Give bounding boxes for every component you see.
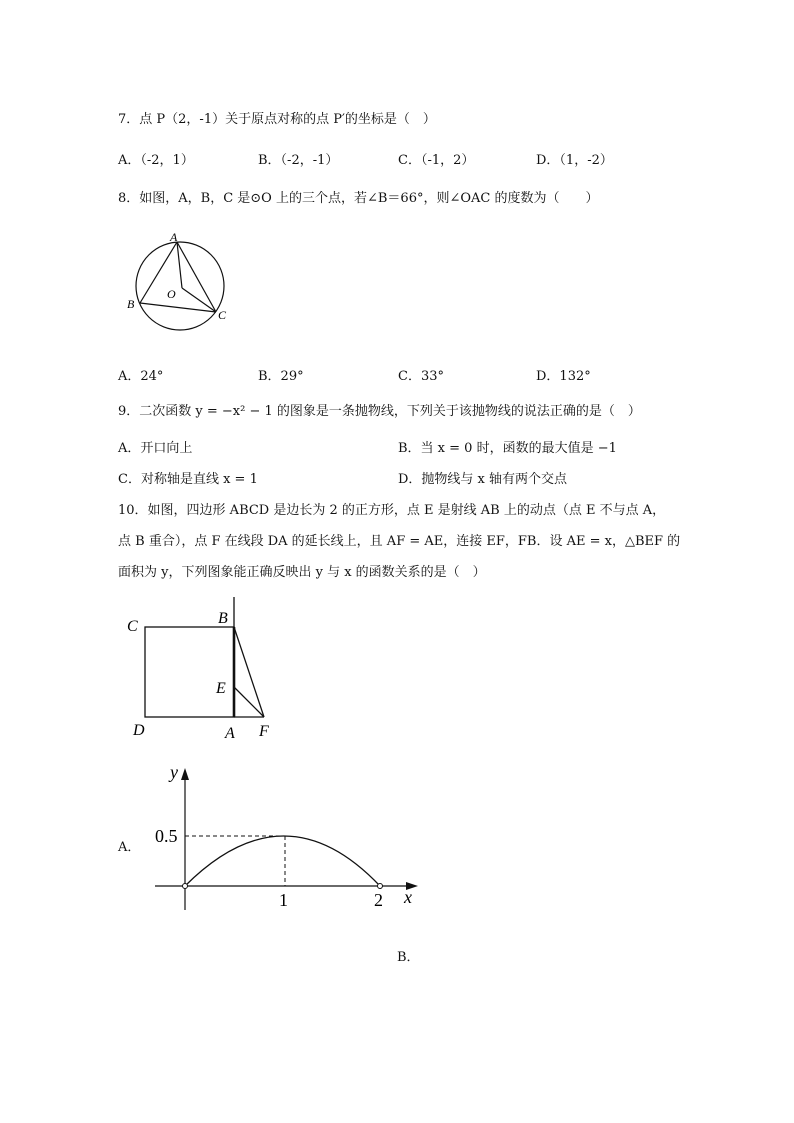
q10-option-b-label: B． <box>397 950 420 965</box>
q10-option-a-label: A． <box>118 840 141 855</box>
label-a: A <box>170 230 178 244</box>
q8-option-c: C．33° <box>398 369 444 384</box>
x-tick-1: 1 <box>279 890 288 910</box>
segment-ac <box>177 242 216 312</box>
circle-o <box>136 242 224 330</box>
q9-stem: 9．二次函数 y = −x² − 1 的图象是一条抛物线，下列关于该抛物线的说法正确的是（ ） <box>118 404 641 419</box>
label-a: A <box>225 725 235 742</box>
y-tick-label: 0.5 <box>155 826 178 846</box>
y-axis-label: y <box>170 762 178 782</box>
q9-option-b: B．当 x = 0 时，函数的最大值是 −1 <box>398 441 617 456</box>
label-d: D <box>133 722 145 739</box>
x-axis-label: x <box>404 887 412 907</box>
segment-fb <box>234 627 264 717</box>
q7-stem: 7．点 P（2，-1）关于原点对称的点 P′的坐标是（ ） <box>118 112 436 127</box>
q10-stem-line1: 10．如图，四边形 ABCD 是边长为 2 的正方形，点 E 是射线 AB 上的动点（点 E 不与点 A， <box>118 503 666 518</box>
q8-option-d: D．132° <box>536 369 591 384</box>
label-c: C <box>218 308 227 322</box>
q9-option-c: C．对称轴是直线 x = 1 <box>118 472 258 487</box>
label-o: O <box>167 287 176 301</box>
q8-circle-figure <box>120 228 235 340</box>
endpoint-origin <box>183 884 188 889</box>
q7-option-d: D．（1，-2） <box>536 153 613 168</box>
q8-stem: 8．如图，A，B，C 是⊙O 上的三个点，若∠B＝66°，则∠OAC 的度数为（ ） <box>118 191 599 206</box>
label-c: C <box>127 618 138 635</box>
curve <box>185 836 380 886</box>
q8-option-b: B．29° <box>258 369 304 384</box>
q10-stem-line3: 面积为 y，下列图象能正确反映出 y 与 x 的函数关系的是（ ） <box>118 565 486 580</box>
q10-graph-a <box>150 760 430 920</box>
q7-option-b: B．（-2，-1） <box>258 153 339 168</box>
y-axis-arrow <box>181 768 189 780</box>
x-tick-2: 2 <box>374 890 383 910</box>
q8-option-a: A．24° <box>118 369 164 384</box>
q10-square-figure <box>125 595 285 745</box>
square-abcd <box>145 627 234 717</box>
label-b: B <box>218 610 228 627</box>
endpoint-two <box>378 884 383 889</box>
q9-option-d: D．抛物线与 x 轴有两个交点 <box>398 472 568 487</box>
q10-stem-line2: 点 B 重合），点 F 在线段 DA 的延长线上，且 AF = AE，连接 EF，FB．设 AE = x，△BEF 的 <box>118 534 681 549</box>
label-f: F <box>259 723 269 740</box>
q7-option-a: A．（-2，1） <box>118 153 194 168</box>
label-e: E <box>216 680 226 697</box>
q9-option-a: A．开口向上 <box>118 441 193 456</box>
label-b: B <box>127 297 135 311</box>
q7-option-c: C．（-1，2） <box>398 153 475 168</box>
